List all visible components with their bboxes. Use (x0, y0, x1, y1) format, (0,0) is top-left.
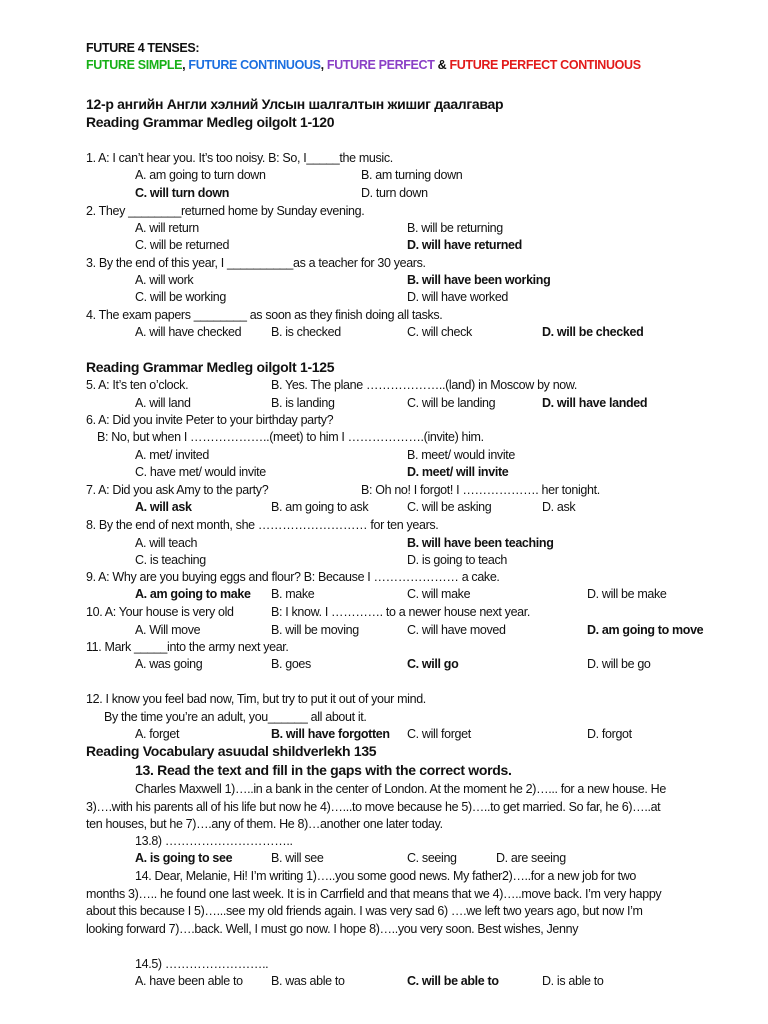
q7-option-a-answer: A. will ask (135, 500, 192, 514)
q4-option-b: B. is checked (271, 325, 341, 339)
q8-option-c: C. is teaching (135, 553, 206, 567)
question-7-stem-b: B: Oh no! I forgot! I ………………. her tonight. (361, 483, 600, 497)
question-11-stem: 11. Mark _____into the army next year. (86, 640, 289, 654)
question-12-stem: 12. I know you feel bad now, Tim, but try to put it out of your mind. (86, 692, 426, 706)
q10-option-d-answer: D. am going to move (587, 623, 704, 637)
q14-option-a: A. have been able to (135, 974, 243, 988)
q14-passage-line-2: months 3)….. he found one last week. It is in Carrfield and that means that we 4)…..move back. I’m very happy (86, 887, 662, 901)
q8-option-b-answer: B. will have been teaching (407, 536, 554, 550)
q2-option-b: B. will be returning (407, 221, 503, 235)
section-heading-3: Reading Vocabulary asuudal shildverlekh 135 (86, 743, 377, 759)
tense-future-perfect: FUTURE PERFECT (326, 58, 435, 72)
q12-option-c: C. will forget (407, 727, 471, 741)
q3-option-d: D. will have worked (407, 290, 509, 304)
q14-option-c-answer: C. will be able to (407, 974, 499, 988)
q11-option-a: A. was going (135, 657, 203, 671)
question-9-stem: 9. A: Why are you buying eggs and flour? B: Because I ………………… a cake. (86, 570, 500, 584)
question-10-stem-b: B: I know. I …………. to a newer house next year. (271, 605, 531, 619)
q8-option-a: A. will teach (135, 536, 198, 550)
q8-option-d: D. is going to teach (407, 553, 508, 567)
q5-option-c: C. will be landing (407, 396, 496, 410)
q10-option-b: B. will be moving (271, 623, 359, 637)
q7-option-d: D. ask (542, 500, 576, 514)
q13-blank-prompt: 13.8) ………………………….. (135, 834, 293, 848)
q12-option-d: D. forgot (587, 727, 632, 741)
q4-option-a: A. will have checked (135, 325, 242, 339)
q1-option-a: A. am going to turn down (135, 168, 266, 182)
q3-option-a: A. will work (135, 273, 194, 287)
question-10-stem: 10. A: Your house is very old (86, 605, 234, 619)
question-4-stem: 4. The exam papers ________ as soon as they finish doing all tasks. (86, 308, 443, 322)
tense-separator: , (182, 58, 189, 72)
q13-passage-line-1: Charles Maxwell 1)…..in a bank in the center of London. At the moment he 2)…... for a new house. He (135, 782, 666, 796)
question-6-stem-b: B: No, but when I ………………..(meet) to him I ……………….(invite) him. (97, 430, 484, 444)
tense-list (86, 57, 641, 73)
q2-option-d-answer: D. will have returned (407, 238, 522, 252)
q5-option-d-answer: D. will have landed (542, 396, 648, 410)
q12-option-a: A. forget (135, 727, 180, 741)
tense-future-perfect-continuous: FUTURE PERFECT CONTINUOUS (449, 58, 641, 72)
question-13-heading: 13. Read the text and fill in the gaps with the correct words. (135, 762, 512, 778)
q9-option-b: B. make (271, 587, 315, 601)
q14-option-d: D. is able to (542, 974, 604, 988)
q6-option-a: A. met/ invited (135, 448, 209, 462)
q12-option-b-answer: B. will have forgotten (271, 727, 390, 741)
q1-option-d: D. turn down (361, 186, 428, 200)
q1-option-c-answer: C. will turn down (135, 186, 230, 200)
q10-option-c: C. will have moved (407, 623, 506, 637)
q14-option-b: B. was able to (271, 974, 345, 988)
section-heading-1: Reading Grammar Medleg oilgolt 1-120 (86, 114, 335, 130)
doc-title: FUTURE 4 TENSES: (86, 41, 200, 55)
q13-option-b: B. will see (271, 851, 324, 865)
tense-future-continuous: FUTURE CONTINUOUS (188, 58, 321, 72)
q7-option-b: B. am going to ask (271, 500, 369, 514)
q13-option-c: C. seeing (407, 851, 457, 865)
question-7-stem: 7. A: Did you ask Amy to the party? (86, 483, 269, 497)
question-12-stem-b: By the time you’re an adult, you______ all about it. (104, 710, 367, 724)
question-5-stem: 5. A: It’s ten o’clock. (86, 378, 189, 392)
question-2-stem: 2. They ________returned home by Sunday evening. (86, 204, 365, 218)
q7-option-c: C. will be asking (407, 500, 492, 514)
question-3-stem: 3. By the end of this year, I __________as a teacher for 30 years. (86, 256, 426, 270)
q9-option-a-answer: A. am going to make (135, 587, 251, 601)
q13-passage-line-3: ten houses, but he 7)….any of them. He 8)…another one later today. (86, 817, 443, 831)
q3-option-c: C. will be working (135, 290, 226, 304)
q9-option-d: D. will be make (587, 587, 667, 601)
question-8-stem: 8. By the end of next month, she ……………………… for ten years. (86, 518, 439, 532)
q13-option-a-answer: A. is going to see (135, 851, 233, 865)
q2-option-c: C. will be returned (135, 238, 230, 252)
tense-future-simple: FUTURE SIMPLE (86, 58, 183, 72)
question-1-stem: 1. A: I can’t hear you. It’s too noisy. B: So, I_____the music. (86, 151, 393, 165)
q6-option-b: B. meet/ would invite (407, 448, 515, 462)
q5-option-a: A. will land (135, 396, 191, 410)
q13-passage-line-2: 3)….with his parents all of his life but now he 4)…...to move because he 5)…..to get married. So far, he 6)…..at (86, 800, 661, 814)
q3-option-b-answer: B. will have been working (407, 273, 551, 287)
question-6-stem: 6. A: Did you invite Peter to your birthday party? (86, 413, 334, 427)
q9-option-c: C. will make (407, 587, 471, 601)
q11-option-d: D. will be go (587, 657, 651, 671)
q14-passage-line-3: about this because I 5)…...see my old friends again. I was very sad 6) ….we left two years ago, but now I’m (86, 904, 643, 918)
q10-option-a: A. Will move (135, 623, 201, 637)
q5-option-b: B. is landing (271, 396, 335, 410)
q6-option-c: C. have met/ would invite (135, 465, 266, 479)
q6-option-d-answer: D. meet/ will invite (407, 465, 509, 479)
section-heading-2: Reading Grammar Medleg oilgolt 1-125 (86, 359, 335, 375)
q1-option-b: B. am turning down (361, 168, 463, 182)
q2-option-a: A. will return (135, 221, 199, 235)
q4-option-d-answer: D. will be checked (542, 325, 644, 339)
q11-option-b: B. goes (271, 657, 311, 671)
question-5-stem-b: B. Yes. The plane ………………..(land) in Moscow by now. (271, 378, 578, 392)
tense-separator: , (320, 58, 327, 72)
q14-passage-line-1: 14. Dear, Melanie, Hi! I’m writing 1)…..you some good news. My father2)…..for a new job for two (135, 869, 636, 883)
q14-passage-line-4: looking forward 7)….back. Well, I must go now. I hope 8)…..you very soon. Best wishes, Jenny (86, 922, 579, 936)
tense-ampersand: & (434, 58, 450, 72)
q4-option-c: C. will check (407, 325, 472, 339)
q13-option-d: D. are seeing (496, 851, 566, 865)
q14-blank-prompt: 14.5) …………………….. (135, 957, 269, 971)
q11-option-c-answer: C. will go (407, 657, 459, 671)
exam-subtitle: 12-р ангийн Англи хэлний Улсын шалгалтын жишиг даалгавар (86, 96, 504, 112)
